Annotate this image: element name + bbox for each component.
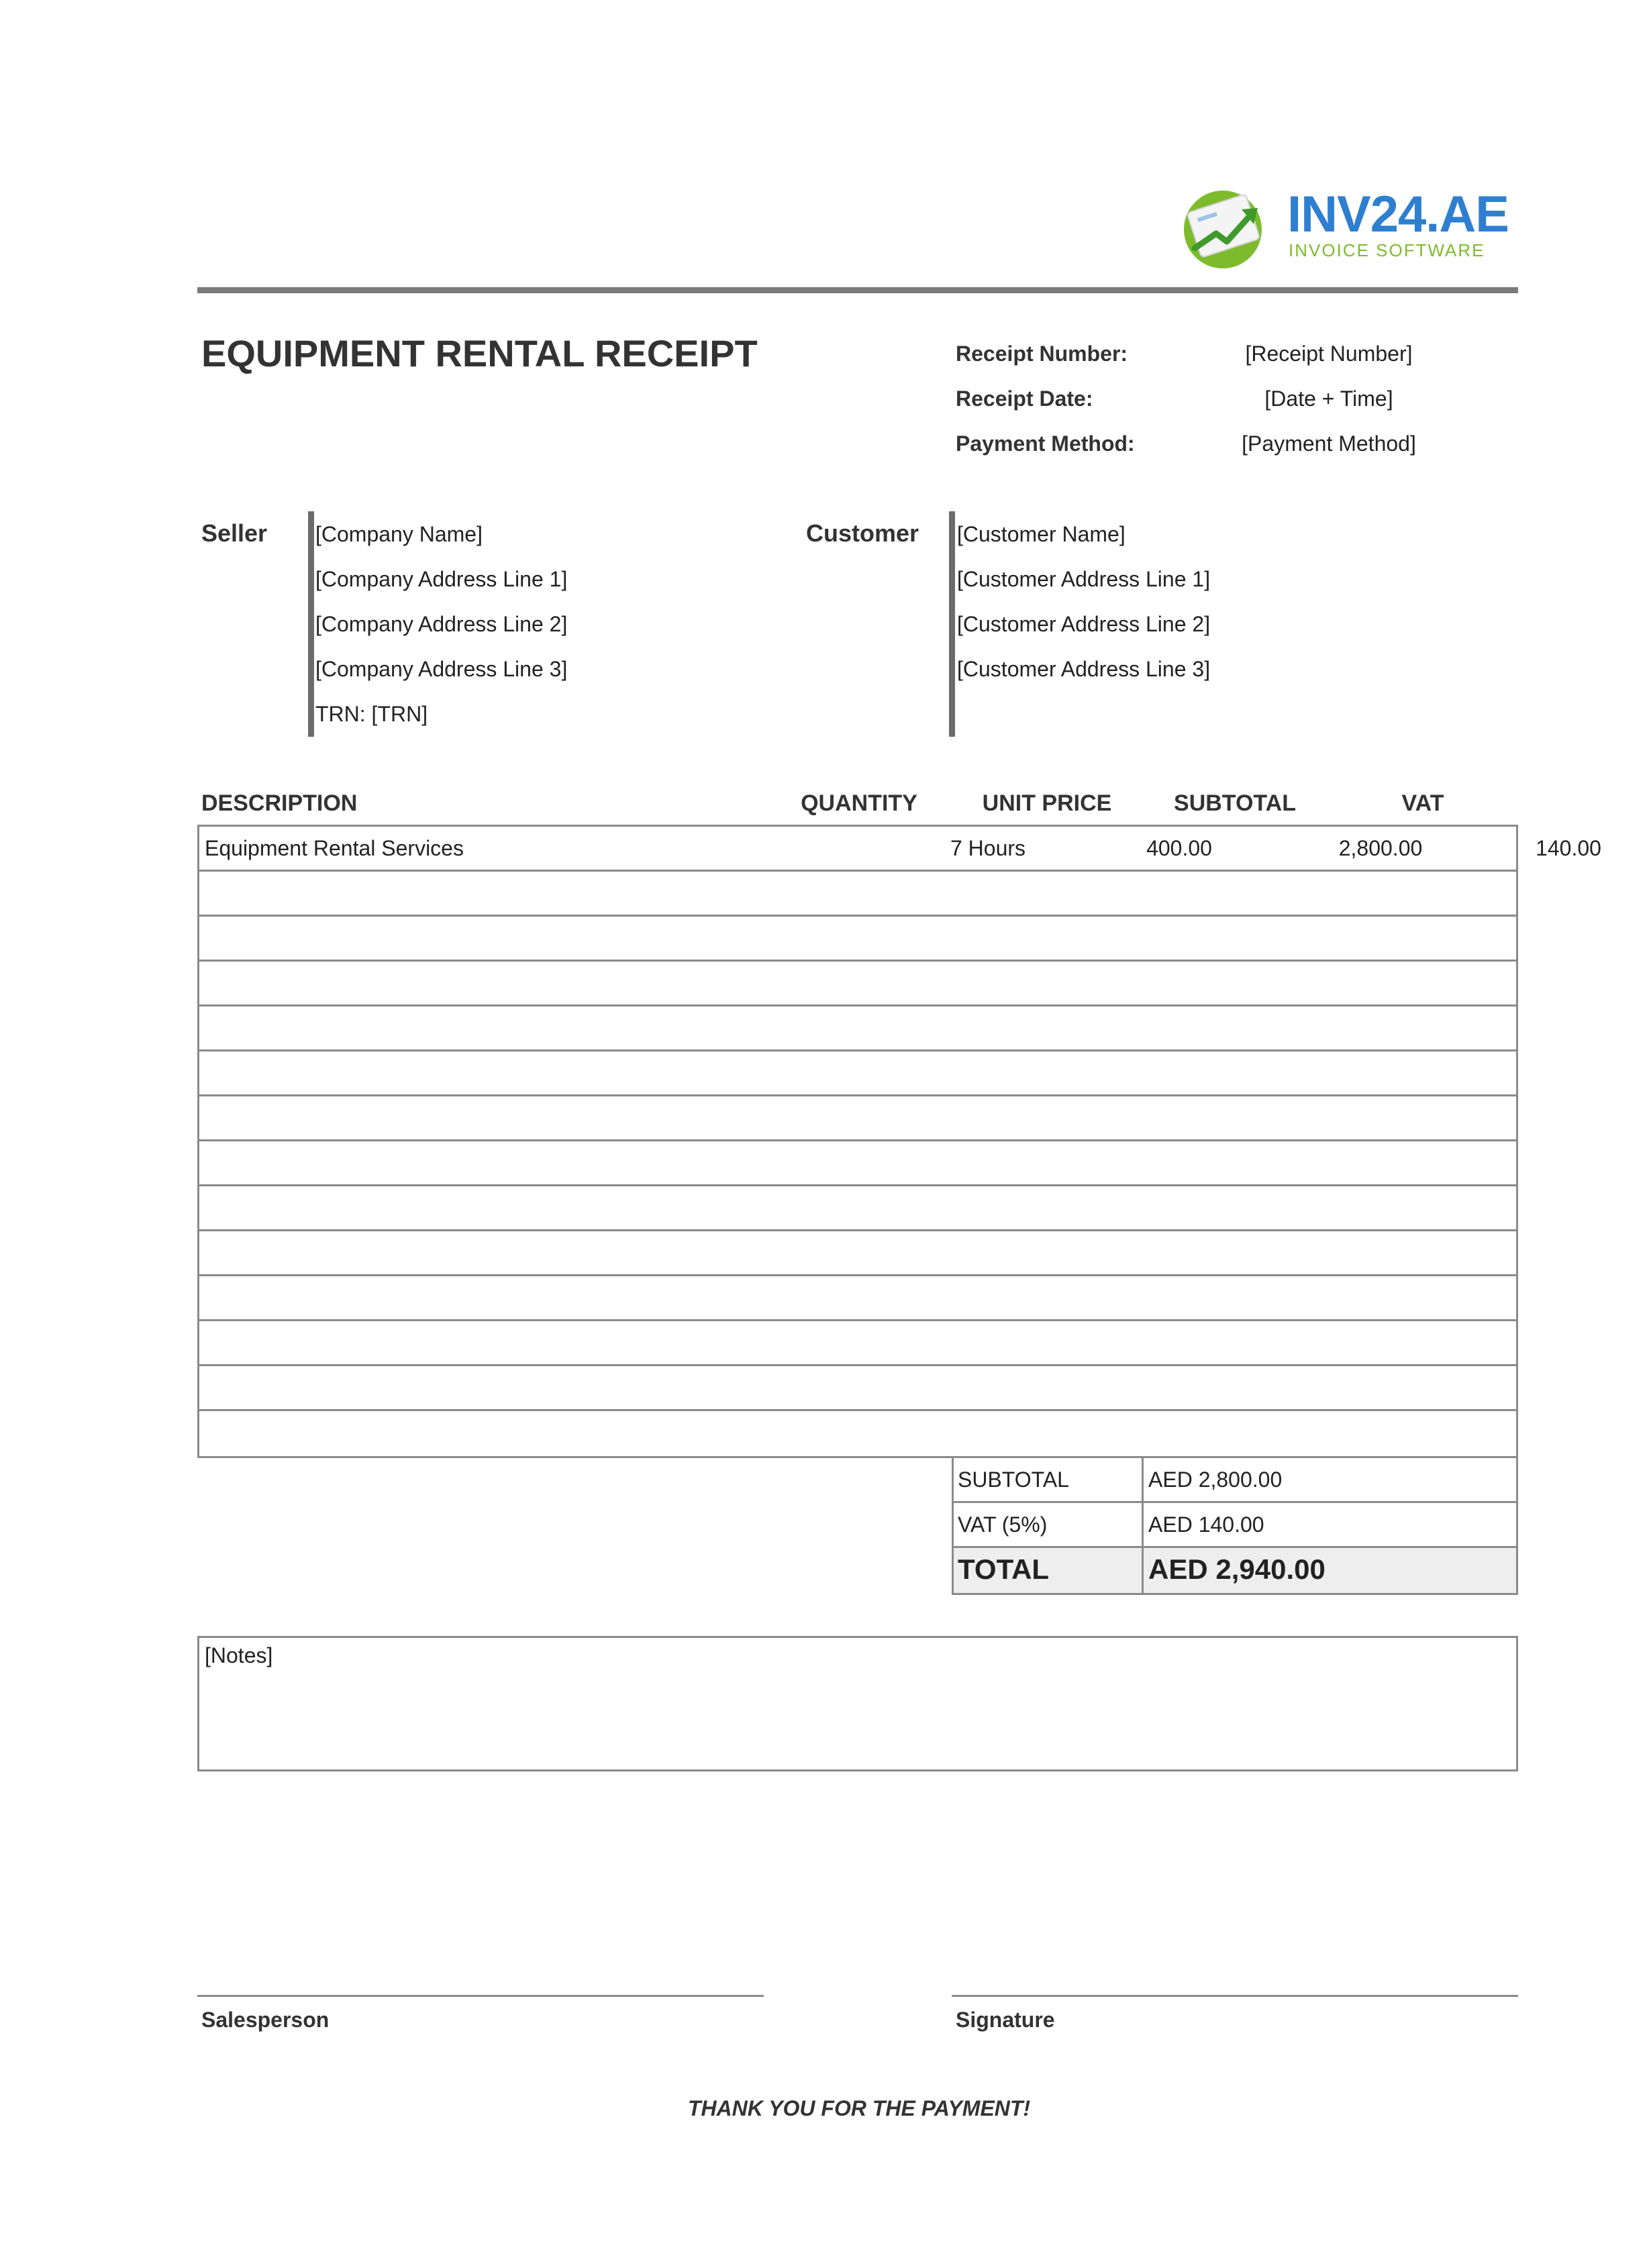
column-header-description: DESCRIPTION xyxy=(201,790,358,816)
items-table xyxy=(197,825,1601,1458)
table-row xyxy=(199,1276,1516,1321)
item-unit-price: 400.00 xyxy=(1146,836,1212,860)
customer-address-line-1: [Customer Address Line 1] xyxy=(957,567,1211,591)
customer-address-line-3: [Customer Address Line 3] xyxy=(957,657,1211,681)
notes-text: [Notes] xyxy=(205,1643,273,1667)
salesperson-line xyxy=(197,1995,764,1997)
column-header-subtotal: SUBTOTAL xyxy=(1174,790,1296,816)
seller-address-line-2: [Company Address Line 2] xyxy=(315,612,568,636)
receipt-date-value: [Date + Time] xyxy=(1264,386,1393,411)
subtotal-value: AED 2,800.00 xyxy=(1148,1467,1283,1492)
seller-address-line-3: [Company Address Line 3] xyxy=(315,657,568,681)
footer-thank-you: THANK YOU FOR THE PAYMENT! xyxy=(687,2096,1031,2120)
header-divider xyxy=(197,287,1518,293)
total-value: AED 2,940.00 xyxy=(1148,1553,1325,1585)
customer-address-line-2: [Customer Address Line 2] xyxy=(957,612,1211,636)
seller-label: Seller xyxy=(201,519,268,547)
subtotal-row xyxy=(954,1458,1516,1503)
document-title: EQUIPMENT RENTAL RECEIPT xyxy=(201,332,758,374)
table-row xyxy=(199,827,1601,872)
brand-name: INV24.AE xyxy=(1287,186,1509,243)
receipt-date-label: Receipt Date: xyxy=(956,386,1093,411)
table-row xyxy=(199,1321,1516,1366)
table-row xyxy=(199,1141,1516,1186)
customer-label: Customer xyxy=(806,519,919,547)
receipt-number-label: Receipt Number: xyxy=(956,342,1128,366)
table-row xyxy=(199,1096,1516,1141)
item-vat: 140.00 xyxy=(1536,836,1601,860)
total-label: TOTAL xyxy=(958,1553,1050,1585)
item-quantity: 7 Hours xyxy=(950,836,1026,860)
seller-address-line-1: [Company Address Line 1] xyxy=(315,567,568,591)
total-row xyxy=(954,1548,1516,1593)
table-row xyxy=(199,1007,1516,1051)
subtotal-label: SUBTOTAL xyxy=(958,1467,1069,1492)
signature-label: Signature xyxy=(956,2008,1055,2032)
vat-label: VAT (5%) xyxy=(958,1512,1048,1537)
table-row xyxy=(199,962,1516,1007)
totals-table xyxy=(952,1456,1518,1595)
payment-method-label: Payment Method: xyxy=(956,431,1135,456)
seller-divider xyxy=(308,511,314,737)
seller-company-name: [Company Name] xyxy=(315,522,483,546)
table-row xyxy=(199,872,1516,917)
seller-trn: TRN: [TRN] xyxy=(315,702,428,726)
receipt-number-value: [Receipt Number] xyxy=(1245,342,1413,366)
item-description: Equipment Rental Services xyxy=(205,836,464,860)
notes-box xyxy=(197,1636,1518,1771)
item-subtotal: 2,800.00 xyxy=(1338,836,1423,860)
vat-value: AED 140.00 xyxy=(1148,1512,1264,1537)
vat-row xyxy=(954,1503,1516,1548)
salesperson-label: Salesperson xyxy=(201,2008,330,2032)
customer-name: [Customer Name] xyxy=(957,522,1125,546)
table-row xyxy=(199,1186,1516,1231)
column-header-unit-price: UNIT PRICE xyxy=(982,790,1112,816)
brand-tagline: INVOICE SOFTWARE xyxy=(1289,240,1485,260)
column-header-quantity: QUANTITY xyxy=(801,790,917,816)
customer-divider xyxy=(949,511,955,737)
signature-line xyxy=(952,1995,1518,1997)
table-row xyxy=(199,1051,1516,1096)
table-row xyxy=(199,1231,1516,1276)
table-row xyxy=(199,917,1516,962)
table-row xyxy=(199,1366,1516,1411)
payment-method-value: [Payment Method] xyxy=(1242,431,1416,456)
table-row xyxy=(199,1411,1516,1456)
column-header-vat: VAT xyxy=(1401,790,1444,816)
